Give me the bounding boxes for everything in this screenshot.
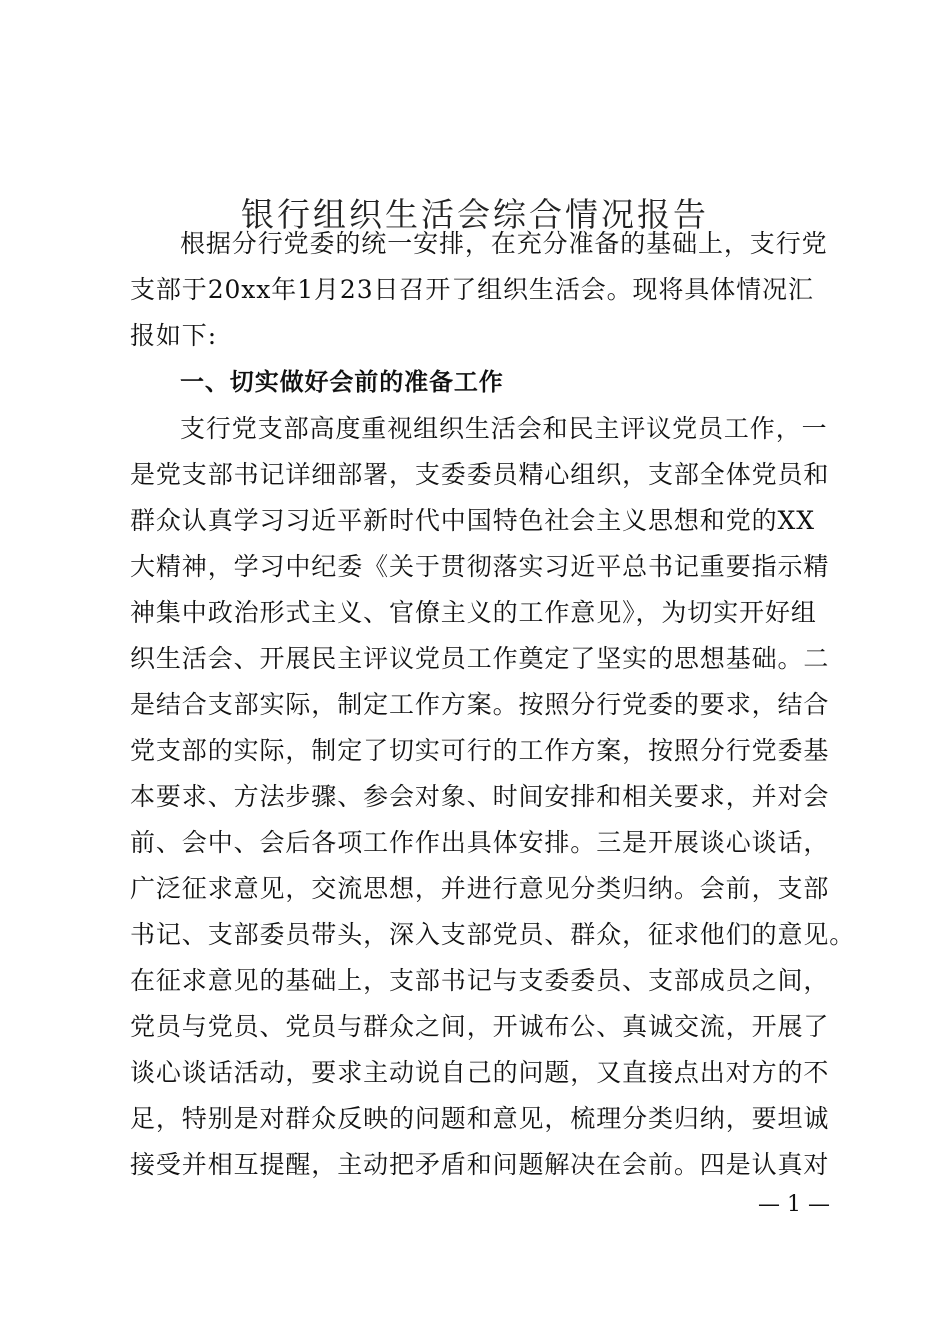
body-line: 织生活会、开展民主评议党员工作奠定了坚实的思想基础。二 (130, 644, 830, 673)
intro-line: 报如下: (130, 321, 218, 350)
body-line: 党支部的实际，制定了切实可行的工作方案，按照分行党委基 (130, 736, 830, 765)
page-number: — 1 — (758, 1192, 830, 1217)
body-line: 在征求意见的基础上，支部书记与支委委员、支部成员之间， (130, 966, 830, 995)
intro-line: 支部于20xx年1月23日召开了组织生活会。现将具体情况汇 (130, 275, 814, 304)
body-line: 是党支部书记详细部署，支委委员精心组织，支部全体党员和 (130, 460, 830, 489)
body-line: 前、会中、会后各项工作作出具体安排。三是开展谈心谈话， (130, 828, 830, 857)
body-line: 谈心谈话活动，要求主动说自己的问题，又直接点出对方的不 (130, 1058, 830, 1087)
body-line: 足，特别是对群众反映的问题和意见，梳理分类归纳，要坦诚 (130, 1104, 830, 1133)
body-line: 党员与党员、党员与群众之间，开诚布公、真诚交流，开展了 (130, 1012, 830, 1041)
document-title: 银行组织生活会综合情况报告 (241, 195, 709, 235)
body-line: 神集中政治形式主义、官僚主义的工作意见》，为切实开好组 (130, 598, 817, 627)
body-line: 支行党支部高度重视组织生活会和民主评议党员工作，一 (180, 414, 828, 443)
body-line: 书记、支部委员带头，深入支部党员、群众，征求他们的意见。 (130, 920, 856, 949)
body-line: 群众认真学习习近平新时代中国特色社会主义思想和党的XX (130, 506, 815, 535)
body-line: 接受并相互提醒，主动把矛盾和问题解决在会前。四是认真对 (130, 1150, 830, 1179)
body-line: 是结合支部实际，制定工作方案。按照分行党委的要求，结合 (130, 690, 830, 719)
body-line: 大精神，学习中纪委《关于贯彻落实习近平总书记重要指示精 (130, 552, 830, 581)
intro-line: 根据分行党委的统一安排，在充分准备的基础上，支行党 (180, 229, 828, 258)
section-heading: 一、切实做好会前的准备工作 (180, 368, 504, 396)
body-line: 本要求、方法步骤、参会对象、时间安排和相关要求，并对会 (130, 782, 830, 811)
body-line: 广泛征求意见，交流思想，并进行意见分类归纳。会前，支部 (130, 874, 830, 903)
